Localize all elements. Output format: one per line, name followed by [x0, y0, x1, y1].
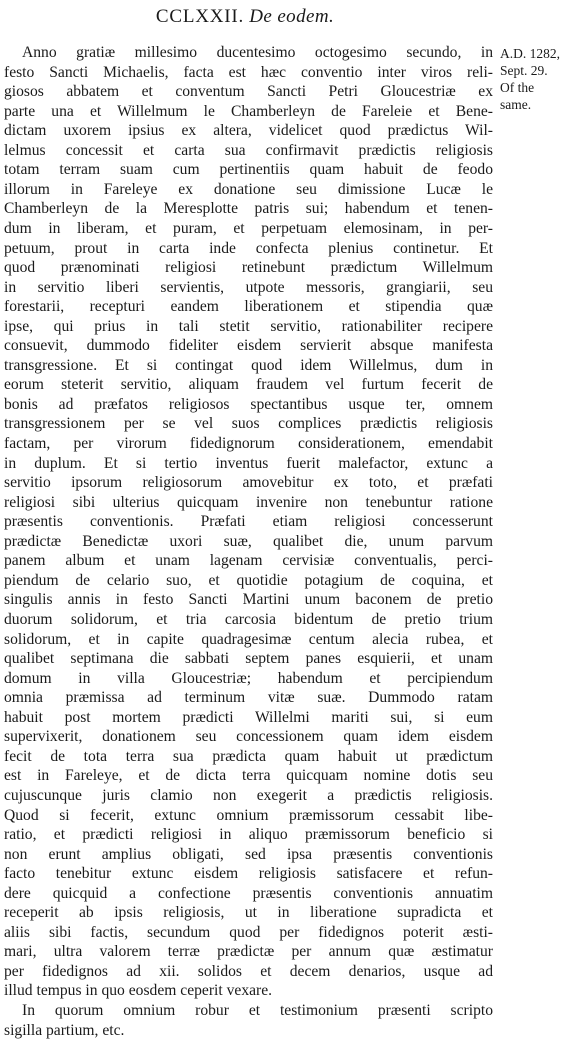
text-line: factam, per virorum fidedignorum considerationem, emendabit	[4, 435, 493, 452]
text-line: duorum solidorum, et tria carcosia bidentum de pretio trium	[4, 611, 493, 628]
margin-note-day: Sept. 29.	[500, 63, 548, 78]
text-line: parte una et Willelmum le Chamberleyn de Fareleie et Bene-	[4, 102, 493, 120]
text-line: eorum steterit servitio, aliquam fraudem vel furtum fecerit de	[4, 376, 493, 394]
text-line: Quod si fecerit, extunc omnium præmissorum cessabit libe-	[4, 806, 493, 824]
text-line: non erunt amplius obligati, sed ipsa præsentis conventionis	[4, 845, 493, 863]
text-line: aliis sibi factis, secundum quod per fidedignos poterit æsti-	[4, 923, 493, 941]
text-line: in servitio liberi servientis, utpote messoris, grangiarii, seu	[4, 278, 493, 296]
text-line: illud tempus in quo eosdem ceperit vexare.	[4, 982, 273, 1000]
text-line: In quorum omnium robur et testimonium præsenti scripto	[22, 1002, 493, 1019]
text-line: ratio, et prædicti religiosi in aliquo præmissorum beneficio si	[4, 826, 493, 843]
text-line: mari, ultra valorem terræ prædictæ per annum quæ æstimatur	[4, 943, 493, 961]
text-line: transgressione. Et si contingat quod idem Willelmus, dum in	[4, 356, 493, 374]
text-line: prædictæ Benedictæ uxori suæ, qualibet die, unum parvum	[4, 532, 493, 550]
chapter-number: CCLXXII.	[155, 6, 245, 27]
text-line: piendum de celario suo, et quotidie potagium de coquina, et	[4, 571, 493, 589]
text-line: lelmus concessit et carta sua confirmavit prædictis religiosis	[4, 141, 493, 159]
text-line: bonis ad præfatos religiosos spectantibus usque ter, omnem	[4, 395, 493, 413]
text-line: transgressionem per se vel suos complices prædictis religiosis	[4, 415, 493, 433]
text-line: supervixerit, donationem seu concessionem quam idem eisdem	[4, 728, 493, 746]
text-line: sigilla partium, etc.	[4, 1021, 125, 1039]
text-line: religiosi sibi ulterius quicquam invenire non tenebuntur ratione	[4, 493, 493, 511]
text-line: singulis annis in festo Sancti Martini unum baconem de pretio	[4, 591, 493, 609]
text-line: facto tenebitur extunc eisdem religiosis satisfacere et refun-	[4, 865, 493, 883]
text-line: petuum, prout in carta inde confecta plenius continetur. Et	[4, 239, 493, 257]
text-line: dere quicquid a confectione præsentis conventionis annuatim	[4, 884, 493, 902]
text-line: dictam uxorem ipsius ex altera, videlicet quod prædictus Wil-	[4, 122, 493, 140]
text-line: omnia præmissa ad terminum vitæ suæ. Dummodo ratam	[4, 689, 493, 707]
text-line: Anno gratiæ millesimo ducentesimo octogesimo secundo, in	[22, 44, 493, 61]
text-line: fecit de tota terra sua prædicta quam habuit ut prædictum	[4, 747, 493, 765]
text-line: qualibet septimana die sabbati septem panes esquierii, et unam	[4, 650, 493, 668]
text-line: præsentis conventionis. Præfati etiam religiosi concesserunt	[4, 513, 493, 531]
text-line: habuit post mortem prædicti Willelmi mariti sui, si eum	[4, 708, 493, 726]
text-line: servitio ipsorum religiosorum amovebitur ex toto, et præfati	[4, 474, 493, 492]
chapter-heading	[0, 6, 490, 28]
text-line: Chamberleyn de la Meresplotte patris sui; habendum et tenen-	[4, 200, 493, 218]
text-line: in duplum. Et si tertio inventus fuerit malefactor, extunc a	[4, 454, 493, 472]
text-line: receperit ab ipsis religiosis, ut in liberatione supradicta et	[4, 904, 493, 922]
text-line: ipse, qui prius in tali stetit servitio, rationabiliter recipere	[4, 317, 493, 335]
text-line: totam terram suam cum pertinentiis quam habuit de feodo	[4, 161, 493, 179]
text-line: domum in villa Gloucestriæ; habendum et percipiendum	[4, 669, 493, 687]
text-line: illorum in Fareleye ex donatione seu dimissione Lucæ le	[4, 180, 493, 198]
chapter-subtitle: De eodem.	[249, 6, 335, 27]
text-line: consuevit, dummodo fideliter eisdem servierit absque manifesta	[4, 337, 493, 355]
text-line: panem album et unam lagenam cervisiæ conventualis, perci-	[4, 552, 493, 570]
text-line: solidorum, et in capite quadragesimæ centum alecia rubea, et	[4, 630, 493, 648]
text-line: cujuscunque juris clamio non exegerit a prædictis religiosis.	[4, 786, 493, 804]
text-line: quod prænominati religiosi retinebunt prædictum Willelmum	[4, 259, 493, 277]
margin-note-text: same.	[500, 97, 532, 112]
text-line: dum in liberam, et puram, et perpetuam elemosinam, in per-	[4, 220, 493, 237]
margin-note-date: A.D. 1282,	[500, 46, 560, 61]
margin-note	[500, 45, 575, 113]
margin-note-text: Of the	[500, 80, 535, 95]
text-line: festo Sancti Michaelis, facta est hæc conventio inter viros reli-	[4, 63, 493, 81]
text-line: forestarii, recepturi eandem liberationem et stipendia quæ	[4, 298, 493, 316]
text-line: per fidedignos ad xii. solidos et decem denarios, usque ad	[4, 962, 493, 980]
text-line: est in Fareleye, et de dicta terra quicquam nomine dotis seu	[4, 767, 493, 785]
text-line: giosos abbatem et conventum Sancti Petri Gloucestriæ ex	[4, 83, 493, 101]
